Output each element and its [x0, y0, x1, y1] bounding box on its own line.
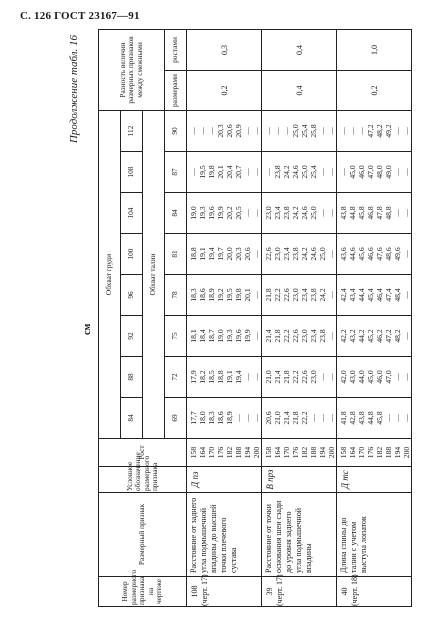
- value-column: 42,2 43,2 44,2 45,2 46,2 47,2 48,2 —: [337, 316, 412, 357]
- waist-col-5: 84: [165, 193, 187, 234]
- chest-col-5: 104: [121, 193, 143, 234]
- sign-name: Расстояние от заднего угла подмышечной впадины до высшей точки плечевого сустава: [187, 493, 262, 577]
- table-row: [337, 29, 412, 606]
- value-column: 21,8 22,2 22,6 23,0 23,4 23,8 24,2 —: [262, 275, 337, 316]
- value-column: 42,0 43,0 44,0 45,0 46,0 47,0 — —: [337, 357, 412, 398]
- diff-sizes-value: 0,4: [262, 71, 337, 111]
- height-values: 158 164 170 176 182 188 194 200: [187, 439, 262, 467]
- waist-col-0: 69: [165, 398, 187, 439]
- diff-heights-value: 1,0: [337, 29, 412, 70]
- value-column: 18,3 18,6 18,9 19,2 19,5 19,8 20,1 —: [187, 275, 262, 316]
- value-column: 17,9 18,2 18,5 18,8 19,1 19,4 — —: [187, 357, 262, 398]
- chest-col-7: 112: [121, 111, 143, 152]
- chest-col-0: 84: [121, 398, 143, 439]
- header-symbol: Условное обозначение размерного признака: [99, 467, 187, 493]
- value-column: 17,7 18,0 18,3 18,6 18,9 — — —: [187, 398, 262, 439]
- page-header: С. 126 ГОСТ 23167—91: [20, 10, 140, 22]
- header-diff-sizes: размерами: [165, 71, 187, 111]
- value-column: 21,4 21,8 22,2 22,6 23,0 23,4 23,8 —: [262, 316, 337, 357]
- chest-col-3: 96: [121, 275, 143, 316]
- header-number: Номер размерного признака на чертеже: [99, 577, 187, 607]
- value-column: — — — 20,3 20,6 20,9 — —: [187, 111, 262, 152]
- value-column: 42,4 43,4 44,4 45,4 46,4 47,4 48,4 —: [337, 275, 412, 316]
- header-waist: Обхват талии: [143, 111, 165, 439]
- unit-label: см: [82, 323, 93, 335]
- rotated-table-area: [68, 17, 425, 617]
- diff-heights-value: 0,3: [187, 29, 262, 70]
- sign-number: 108 (черт. 17): [187, 577, 262, 607]
- header-chest: Обхват груди: [99, 111, 121, 439]
- value-column: 19,0 19,3 19,6 19,9 20,2 20,5 — —: [187, 193, 262, 234]
- sign-symbol: Д пз: [187, 467, 262, 493]
- value-column: 21,0 21,4 21,8 22,2 22,6 23,0 — —: [262, 357, 337, 398]
- sign-symbol: В прз: [262, 467, 337, 493]
- value-column: 18,1 18,4 18,7 19,0 19,3 19,6 19,9 —: [187, 316, 262, 357]
- value-column: — 19,5 19,8 20,1 20,4 20,7 — —: [187, 152, 262, 193]
- sign-number: 39 (черт. 17): [262, 577, 337, 607]
- measurement-table: [98, 29, 412, 607]
- chest-col-4: 100: [121, 234, 143, 275]
- value-column: 23,0 23,4 23,8 24,2 24,6 25,0 — —: [262, 193, 337, 234]
- value-column: 41,8 42,8 43,8 44,8 45,8 — — —: [337, 398, 412, 439]
- value-column: — — — 47,2 48,2 49,2 — —: [337, 111, 412, 152]
- value-column: — 45,0 46,0 47,0 48,0 49,0 — —: [337, 152, 412, 193]
- diff-sizes-value: 0,2: [337, 71, 412, 111]
- value-column: 43,6 44,6 45,6 46,6 47,6 48,6 49,6 —: [337, 234, 412, 275]
- diff-sizes-value: 0,2: [187, 71, 262, 111]
- header-height: Рост: [99, 439, 187, 467]
- sign-symbol: Д тс: [337, 467, 412, 493]
- table-row: [187, 29, 262, 606]
- value-column: 43,8 44,8 45,8 46,8 47,8 48,8 — —: [337, 193, 412, 234]
- waist-col-4: 81: [165, 234, 187, 275]
- value-column: 22,6 23,0 23,4 23,8 24,2 24,6 25,0 —: [262, 234, 337, 275]
- value-column: 18,8 19,1 19,4 19,7 20,0 20,3 20,6 —: [187, 234, 262, 275]
- header-diff-heights: ростами: [165, 29, 187, 70]
- sign-name: Длина спины до талии с учетом выступа лопаток: [337, 493, 412, 577]
- value-column: 20,6 21,0 21,4 21,8 22,2 — — —: [262, 398, 337, 439]
- header-sign: Размерный признак: [99, 493, 187, 577]
- waist-col-6: 87: [165, 152, 187, 193]
- chest-col-6: 108: [121, 152, 143, 193]
- table-row: [262, 29, 337, 606]
- height-values: 158 164 170 176 182 188 194 200: [262, 439, 337, 467]
- waist-col-3: 78: [165, 275, 187, 316]
- value-column: — 23,8 24,2 24,6 25,0 25,4 — —: [262, 152, 337, 193]
- chest-col-2: 92: [121, 316, 143, 357]
- diff-heights-value: 0,4: [262, 29, 337, 70]
- value-column: — — — 25,0 25,4 25,8 — —: [262, 111, 337, 152]
- table-continuation-caption: Продолжение табл. 16: [68, 35, 80, 144]
- height-values: 158 164 170 176 182 188 194 200: [337, 439, 412, 467]
- sign-name: Расстояние от точки основания шеи сзади до уровня заднего угла подмышечной впадины: [262, 493, 337, 577]
- header-diff: Разность величин размерных признаков между смежными: [99, 29, 165, 110]
- sign-number: 40 (черт. 18): [337, 577, 412, 607]
- waist-col-2: 75: [165, 316, 187, 357]
- chest-col-1: 88: [121, 357, 143, 398]
- waist-col-1: 72: [165, 357, 187, 398]
- waist-col-7: 90: [165, 111, 187, 152]
